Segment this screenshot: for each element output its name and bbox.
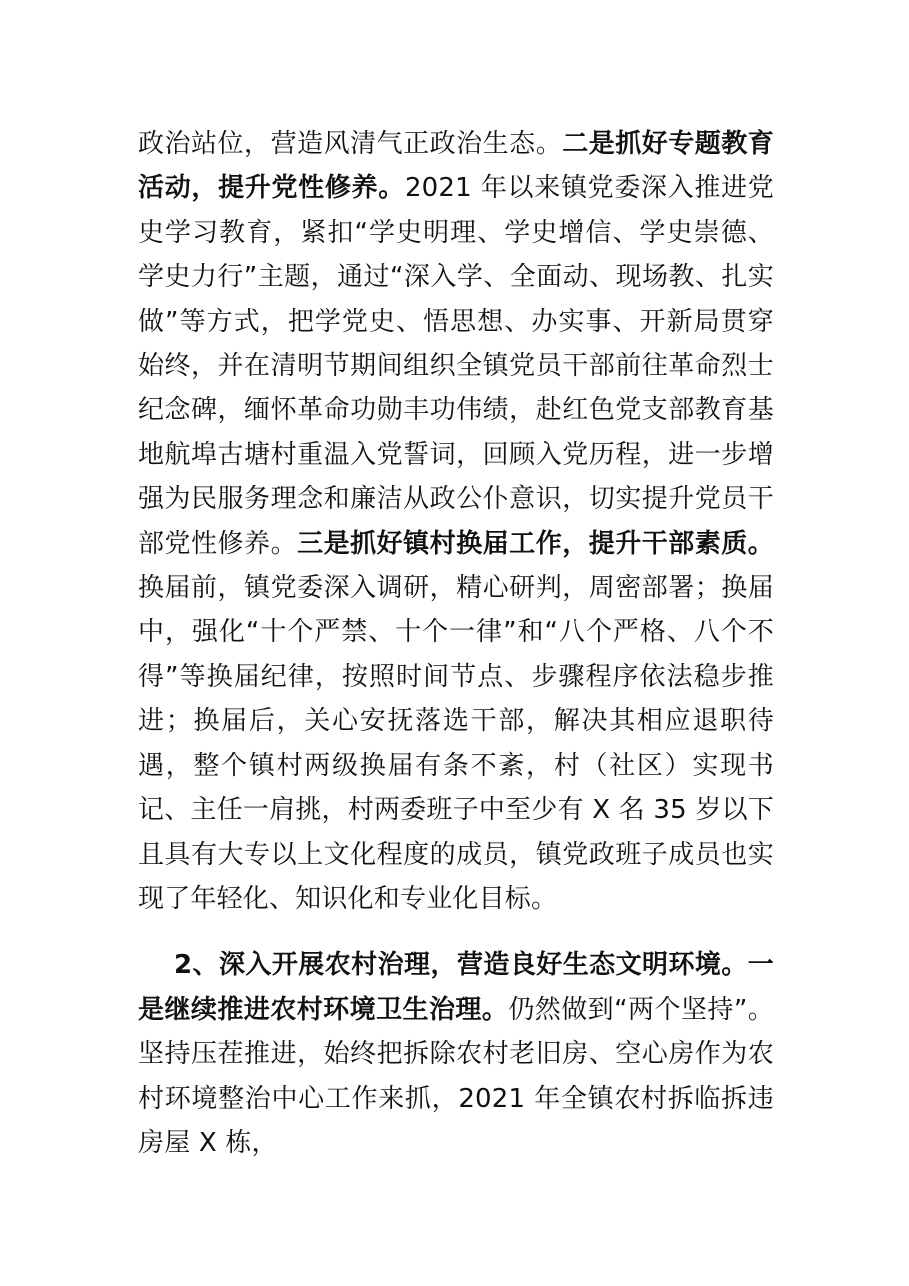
section-heading: 2、深入开展农村治理，营造良好生态文明环境。: [174, 950, 748, 981]
paragraph-2: [138, 943, 774, 1165]
text-segment: 2021 年以来镇党委深入推进党史学习教育，紧扣“学史明理、学史增信、学史崇德、学史力行”主题，通过“深入学、全面动、现场教、扎实做”等方式，把学党史、悟思想、办实事、开新局贯穿始终，并在清明节期间组织全镇党员干部前往革命烈士纪念碑，缅怀革命功勋丰功伟绩，赴红色党支部教育基地航埠古塘村重温入党誓词，回顾入党历程，进一步增强为民服务理念和廉洁从政公仆意识，切实提升党员干部党性修养。: [138, 173, 774, 559]
heading-segment: 二是抓好专题教育活动，提升党性修养。: [138, 129, 774, 204]
text-segment: 仍然做到“两个坚持”。坚持压茬推进，始终把拆除农村老旧房、空心房作为农村环境整治中心工作来抓，2021 年全镇农村拆临拆违房屋 X 栋，: [138, 994, 774, 1158]
document-body: [138, 122, 774, 1165]
paragraph-1: [138, 122, 774, 921]
text-segment: 换届前，镇党委深入调研，精心研判，周密部署；换届中，强化“十个严禁、十个一律”和“八个严格、八个不得”等换届纪律，按照时间节点、步骤程序依法稳步推进；换届后，关心安抚落选干部，解决其相应退职待遇，整个镇村两级换届有条不紊，村（社区）实现书记、主任一肩挑，村两委班子中至少有 X 名 35 岁以下且具有大专以上文化程度的成员，镇党政班子成员也实现了年轻化、知识化和专业化目标。: [138, 573, 774, 914]
heading-segment: 三是抓好镇村换届工作，提升干部素质。: [297, 528, 774, 559]
heading-segment: 一是继续推进农村环境卫生治理。: [138, 950, 774, 1025]
text-segment: 政治站位，营造风清气正政治生态。: [138, 129, 563, 159]
